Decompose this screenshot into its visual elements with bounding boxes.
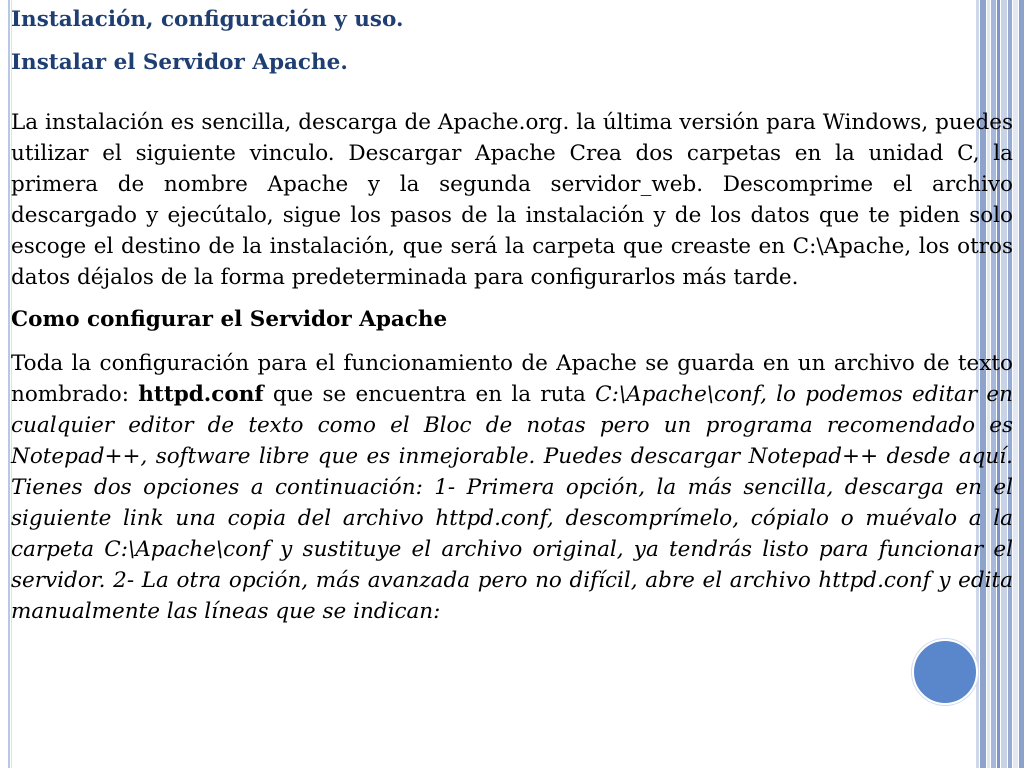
decorative-circle: [912, 639, 978, 705]
config-filename: httpd.conf: [138, 382, 264, 407]
decorative-stripe: [1019, 0, 1024, 768]
slide-content: [11, 3, 1013, 627]
installation-paragraph: La instalación es sencilla, descarga de Apache.org. la última versión para Windows, puedes utilizar el siguiente vinculo. Descargar Apache Crea dos carpetas en la unidad C, la primera de nombre Apache y la segunda servidor_web. Descomprime el archivo descargado y ejecútalo, sigue los pasos de la instalación y de los datos que te piden solo escoge el destino de la instalación, que será la carpeta que creaste en C:\Apache, los otros datos déjalos de la forma predeterminada para configurarlos más tarde.: [11, 110, 1013, 290]
left-border-line: [8, 0, 10, 768]
config-text-intro: Toda la configuración para el funcionamiento de Apache se guarda en un archivo de texto nombrado:: [11, 351, 1013, 407]
decorative-stripe: [1013, 0, 1018, 768]
configuration-paragraph: [11, 348, 1013, 627]
section-heading: Como configurar el Servidor Apache: [11, 307, 448, 332]
config-text-mid: que se encuentra en la ruta: [263, 382, 596, 407]
config-text-italic: C:\Apache\conf, lo podemos editar en cualquier editor de texto como el Bloc de notas pero un programa recomendado es Notepad++, software libre que es inmejorable. Puedes descargar Notepad++ desde aquí. Tienes dos opciones a continuación: 1- Primera opción, la más sencilla, descarga en el siguiente link una copia del archivo httpd.conf, descomprímelo, cópialo o muévalo a la carpeta C:\Apache\conf y sustituye el archivo original, ya tendrás listo para funcionar el servidor. 2- La otra opción, más avanzada pero no difícil, abre el archivo httpd.conf y edita manualmente las líneas que se indican:: [11, 382, 1013, 624]
slide-subtitle: Instalar el Servidor Apache.: [11, 50, 348, 75]
slide-title: Instalación, configuración y uso.: [11, 7, 404, 32]
